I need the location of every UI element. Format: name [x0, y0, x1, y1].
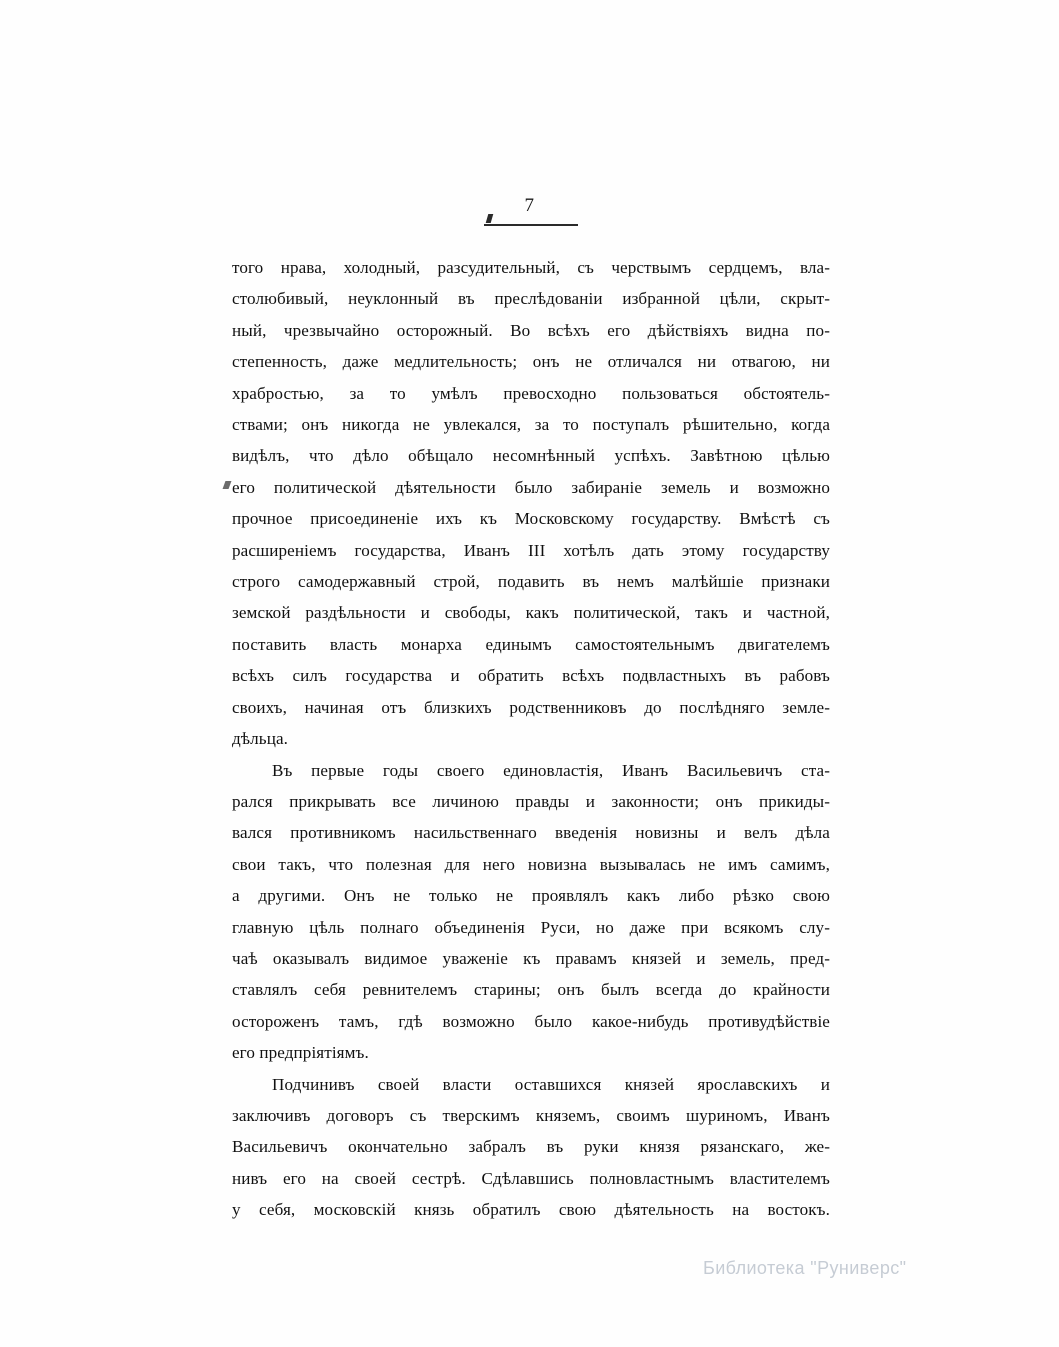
text-line: Подчинивъ своей власти оставшихся князей ярославскихъ и: [272, 1074, 830, 1094]
text-line: главную цѣль полнаго объединенія Руси, но даже при всякомъ слу-: [232, 917, 830, 937]
page-number-tick-mark: [486, 214, 494, 223]
text-line: его предпріятіямъ.: [232, 1043, 369, 1063]
text-line: земской раздѣльности и свободы, какъ политической, такъ и частной,: [232, 603, 830, 623]
library-watermark: Библиотека "Руниверс": [703, 1258, 907, 1278]
text-line: дѣльца.: [232, 729, 289, 749]
text-line: нивъ его на своей сестрѣ. Сдѣлавшись полновластнымъ властителемъ: [232, 1168, 830, 1188]
text-line: степенность, даже медлительность; онъ не отличался ни отвагою, ни: [232, 352, 830, 372]
text-line: свои такъ, что полезная для него новизна вызывалась не имъ самимъ,: [232, 854, 830, 874]
text-line: а другими. Онъ не только не проявлялъ какъ либо рѣзко свою: [232, 886, 830, 906]
text-line: того нрава, холодный, разсудительный, съ черствымъ сердцемъ, вла-: [232, 258, 830, 277]
body-text: [232, 252, 830, 1226]
text-line: столюбивый, неуклонный въ преслѣдованіи избранной цѣли, скрыт-: [232, 289, 830, 309]
page-number: 7: [524, 195, 535, 216]
text-line: расширеніемъ государства, Иванъ III хотѣлъ дать этому государству: [232, 540, 830, 560]
text-line: своихъ, начиная отъ близкихъ родственниковъ до послѣдняго земле-: [232, 697, 830, 717]
text-line: строго самодержавный строй, подавить въ немъ малѣйшіе признаки: [232, 572, 830, 592]
text-line: ствами; онъ никогда не увлекался, за то поступалъ рѣшительно, когда: [232, 415, 830, 435]
text-line: остороженъ тамъ, гдѣ возможно было какое-нибудь противудѣйствіе: [232, 1011, 830, 1031]
paragraph-1: [232, 252, 830, 755]
text-line: храбростью, за то умѣлъ превосходно пользоваться обстоятель-: [232, 383, 830, 403]
text-line: ный, чрезвычайно осторожный. Во всѣхъ его дѣйствіяхъ видна по-: [232, 320, 830, 340]
text-line: видѣлъ, что дѣло обѣщало несомнѣнный успѣхъ. Завѣтною цѣлью: [232, 446, 830, 466]
page-number-rule: [484, 224, 578, 226]
text-line: у себя, московскій князь обратилъ свою дѣятельность на востокъ.: [232, 1200, 830, 1220]
paragraph-3: [232, 1069, 830, 1226]
text-line: поставить власть монарха единымъ самостоятельнымъ двигателемъ: [232, 634, 830, 654]
text-line: вался противникомъ насильственнаго введенія новизны и велъ дѣла: [232, 823, 830, 843]
text-line: прочное присоединеніе ихъ къ Московскому государству. Вмѣстѣ съ: [232, 509, 830, 529]
text-line: Васильевичъ окончательно забралъ въ руки князя рязанскаго, же-: [232, 1137, 830, 1157]
page-number-block: [0, 196, 1059, 218]
text-line: рался прикрывать все личиною правды и законности; онъ прикиды-: [232, 791, 830, 811]
text-line: ставлялъ себя ревнителемъ старины; онъ былъ всегда до крайности: [232, 980, 830, 1000]
text-line: заключивъ договоръ съ тверскимъ княземъ, своимъ шуриномъ, Иванъ: [232, 1105, 830, 1125]
text-line: Въ первые годы своего единовластія, Иванъ Васильевичъ ста-: [272, 760, 830, 780]
text-line: его политической дѣятельности было забираніе земель и возможно: [232, 477, 830, 497]
text-line: чаѣ оказывалъ видимое уваженіе къ правамъ князей и земель, пред-: [232, 948, 830, 968]
text-line: всѣхъ силъ государства и обратить всѣхъ подвластныхъ въ рабовъ: [232, 666, 830, 686]
margin-speck: [223, 481, 232, 489]
paragraph-2: [232, 755, 830, 1069]
